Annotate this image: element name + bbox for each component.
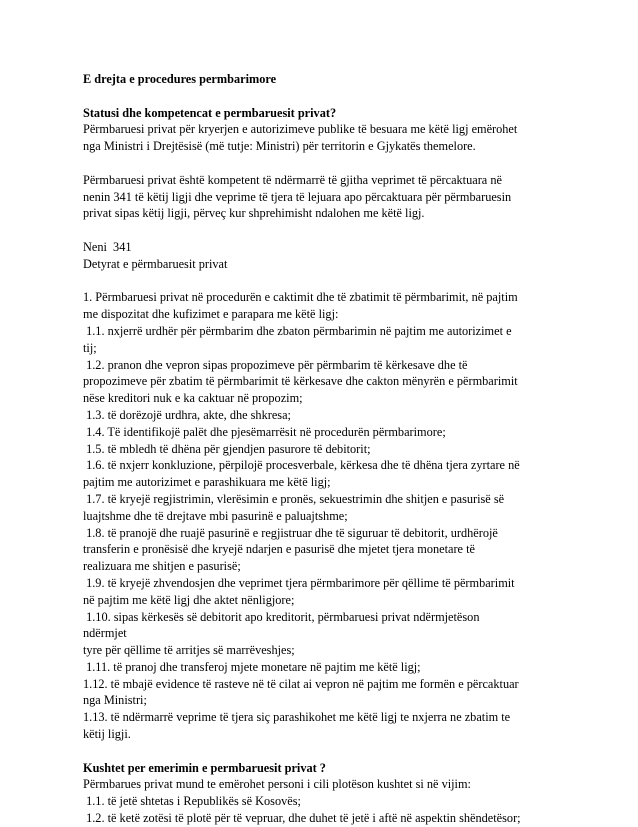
text-line: 1.10. sipas kërkesës së debitorit apo kreditorit, përmbaruesi privat ndërmjetëson [83, 609, 480, 624]
text-line: 1.7. të kryejë regjistrimin, vlerësimin e pronës, sekuestrimin dhe shitjen e pasurisë së [83, 491, 505, 506]
text-line: realizuara me shitjen e pasurisë; [83, 559, 241, 574]
spacer [83, 88, 563, 105]
section-heading-conditions: Kushtet per emerimin e permbaruesit privat ? [83, 760, 326, 775]
text-line: nga Ministri; [83, 693, 147, 708]
text-line: 1.6. të nxjerr konkluzione, përpilojë procesverbale, kërkesa dhe të dhëna tjera zyrtare në [83, 458, 520, 473]
text-line: 1.2. të ketë zotësi të plotë për të vepruar, dhe duhet të jetë i aftë në aspektin shëndetësor; [83, 811, 521, 826]
text-line: 1.8. të pranojë dhe ruajë pasurinë e regjistruar dhe të siguruar të debitorit, urdhërojë [83, 525, 498, 540]
text-line: tij; [83, 340, 97, 355]
text-line: luajtshme dhe të drejtave mbi pasurinë e paluajtshme; [83, 508, 348, 523]
text-line: 1.11. të pranoj dhe transferoj mjete monetare në pajtim me këtë ligj; [83, 659, 421, 674]
text-line: 1. Përmbaruesi privat në procedurën e caktimit dhe të zbatimit të përmbarimit, në pajtim [83, 290, 518, 305]
text-line: 1.12. të mbajë evidence të rasteve në të cilat ai vepron në pajtim me formën e përcaktuar [83, 676, 519, 691]
spacer [83, 273, 563, 290]
text-line: 1.1. të jetë shtetas i Republikës së Kosovës; [83, 794, 301, 809]
text-line: pajtim me autorizimet e parashikuara me këtë ligj; [83, 475, 331, 490]
text-line: 1.3. të dorëzojë urdhra, akte, dhe shkresa; [83, 407, 291, 422]
text-line: Përmbarues privat mund te emërohet personi i cili plotëson kushtet si në vijim: [83, 777, 471, 792]
article-number: Neni 341 [83, 239, 132, 254]
text-line: 1.4. Të identifikojë palët dhe pjesëmarrësit në procedurën përmbarimore; [83, 424, 446, 439]
text-line: nenin 341 të këtij ligji dhe veprime të tjera të lejuara apo përcaktuara për përmbaruesin [83, 189, 512, 204]
text-line: transferin e pronësisë dhe kryejë ndarjen e pasurisë dhe mjetet tjera monetare të [83, 542, 475, 557]
text-line: Përmbaruesi privat për kryerjen e autorizimeve publike të besuara me këtë ligj emërohet [83, 122, 518, 137]
text-line: me dispozitat dhe kufizimet e parapara me këtë ligj: [83, 307, 339, 322]
text-line: 1.2. pranon dhe vepron sipas propozimeve për përmbarim të kërkesave dhe të [83, 357, 468, 372]
text-line: këtij ligji. [83, 727, 131, 742]
text-line: Përmbaruesi privat është kompetent të ndërmarrë të gjitha veprimet të përcaktuara në [83, 172, 502, 187]
document-body [83, 71, 563, 827]
section-heading-status: Statusi dhe kompetencat e permbaruesit privat? [83, 105, 337, 120]
text-line: tyre për qëllime të arritjes së marrëveshjes; [83, 643, 295, 658]
text-line: nëse kreditori nuk e ka caktuar në propozim; [83, 391, 303, 406]
text-line: nga Ministri i Drejtësisë (më tutje: Ministri) për territorin e Gjykatës themelore. [83, 139, 476, 154]
text-line: ndërmjet [83, 626, 127, 641]
text-line: 1.13. të ndërmarrë veprime të tjera siç parashikohet me këtë ligj te nxjerra ne zbatim te [83, 710, 511, 725]
text-line: 1.5. të mbledh të dhëna për gjendjen pasurore të debitorit; [83, 441, 371, 456]
text-line: në pajtim me këtë ligj dhe aktet nënligjore; [83, 592, 295, 607]
article-title: Detyrat e përmbaruesit privat [83, 256, 228, 271]
text-line: privat sipas këtij ligji, përveç kur shprehimisht ndalohen me këtë ligj. [83, 206, 425, 221]
text-line: 1.1. nxjerrë urdhër për përmbarim dhe zbaton përmbarimin në pajtim me autorizimet e [83, 323, 512, 338]
spacer [83, 155, 563, 172]
text-line: 1.9. të kryejë zhvendosjen dhe veprimet tjera përmbarimore për qëllime të përmbarimit [83, 575, 515, 590]
spacer [83, 743, 563, 760]
document-title: E drejta e procedures permbarimore [83, 72, 277, 86]
text-line: propozimeve për zbatim të përmbarimit të kërkesave dhe cakton mënyrën e përmbarimit [83, 374, 518, 389]
spacer [83, 222, 563, 239]
